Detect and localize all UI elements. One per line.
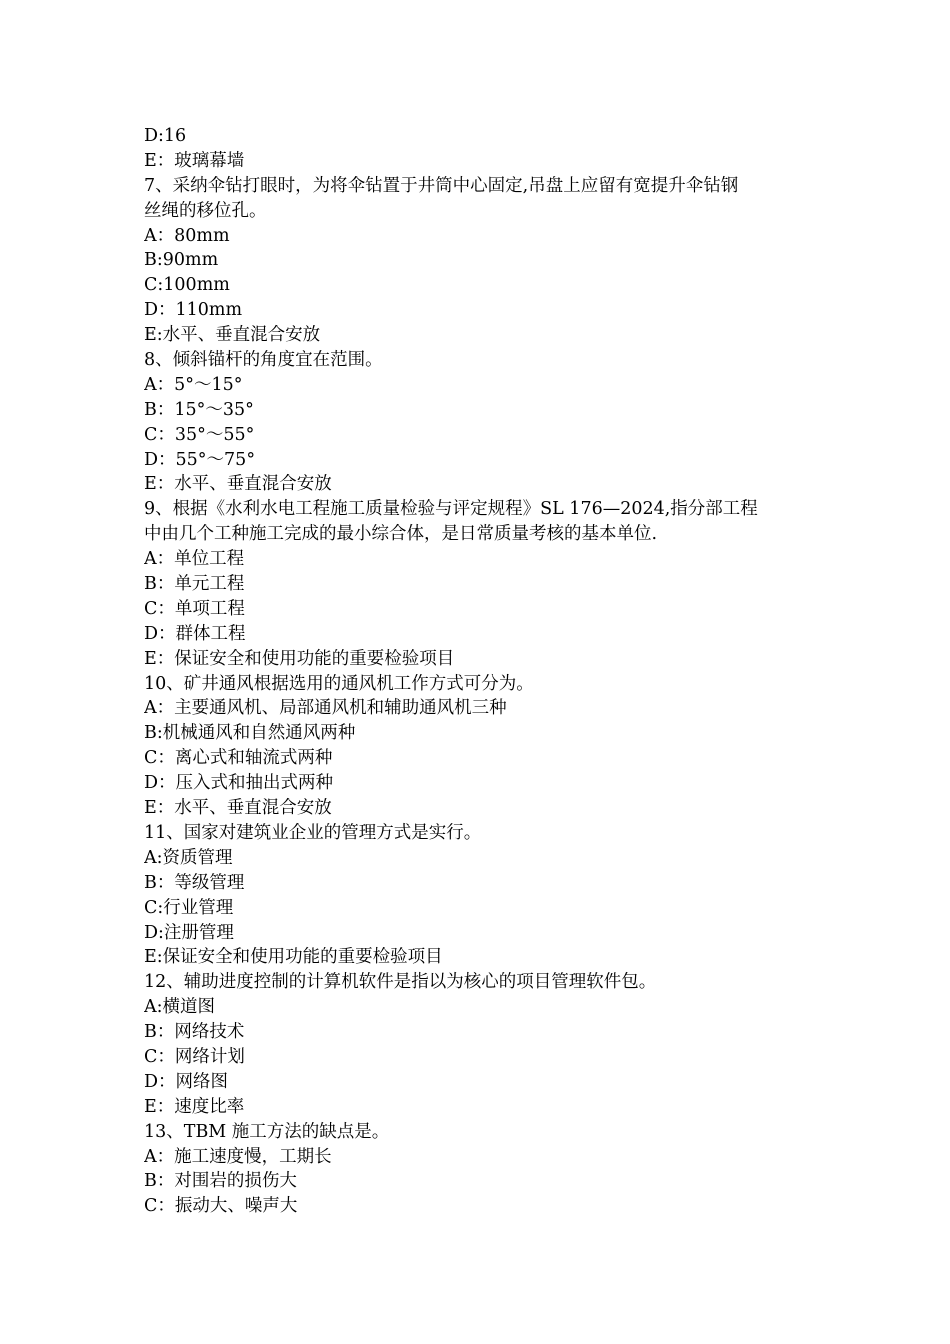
option-line: E：速度比率 (144, 1096, 245, 1117)
question-line: 8、倾斜锚杆的角度宜在范围。 (144, 350, 383, 371)
question-line: 10、矿井通风根据选用的通风机工作方式可分为。 (144, 673, 534, 694)
option-line: D：网络图 (144, 1071, 229, 1092)
option-line: C：离心式和轴流式两种 (144, 748, 333, 769)
option-line: E：玻璃幕墙 (144, 150, 245, 171)
option-line: D：压入式和抽出式两种 (144, 773, 334, 794)
question-line: 中由几个工种施工完成的最小综合体，是日常质量考核的基本单位. (144, 524, 658, 545)
option-line: D:注册管理 (144, 922, 234, 943)
option-line: C:100mm (144, 275, 230, 296)
option-line: C：振动大、噪声大 (144, 1196, 298, 1217)
question-line: 13、TBM 施工方法的缺点是。 (144, 1121, 390, 1142)
option-line: B：网络技术 (144, 1022, 245, 1043)
question-line: 丝绳的移位孔。 (144, 200, 267, 221)
option-line: C：单项工程 (144, 598, 245, 619)
option-line: B：等级管理 (144, 872, 245, 893)
question-line: 11、国家对建筑业企业的管理方式是实行。 (144, 822, 482, 843)
option-line: C:行业管理 (144, 897, 234, 918)
option-line: D:16 (144, 126, 187, 146)
option-line: E：水平、垂直混合安放 (144, 474, 332, 495)
option-line: B：15°～35° (144, 399, 254, 420)
option-line: A：5°～15° (144, 374, 243, 395)
option-line: E：保证安全和使用功能的重要检验项目 (144, 648, 455, 669)
option-line: A:资质管理 (144, 847, 233, 868)
option-line: A:横道图 (144, 997, 216, 1018)
option-line: A：单位工程 (144, 549, 245, 570)
question-line: 7、采纳伞钻打眼时，为将伞钻置于井筒中心固定,吊盘上应留有宽提升伞钻钢 (144, 175, 739, 196)
option-line: B：对围岩的损伤大 (144, 1171, 297, 1192)
question-line: 9、根据《水利水电工程施工质量检验与评定规程》SL 176—2024,指分部工程 (144, 499, 758, 520)
option-line: A：80mm (144, 225, 230, 246)
option-line: E:保证安全和使用功能的重要检验项目 (144, 947, 443, 968)
option-line: D：110mm (144, 300, 243, 321)
option-line: C：网络计划 (144, 1046, 245, 1067)
document-body (144, 124, 814, 1219)
option-line: C：35°～55° (144, 424, 255, 445)
question-line: 12、辅助进度控制的计算机软件是指以为核心的项目管理软件包。 (144, 972, 657, 993)
option-line: B:90mm (144, 250, 219, 271)
option-line: A：施工速度慢，工期长 (144, 1146, 332, 1167)
option-line: B：单元工程 (144, 574, 245, 595)
option-line: D：群体工程 (144, 623, 246, 644)
option-line: D：55°～75° (144, 449, 256, 470)
option-line: B:机械通风和自然通风两种 (144, 723, 356, 744)
option-line: E：水平、垂直混合安放 (144, 798, 332, 819)
option-line: E:水平、垂直混合安放 (144, 325, 321, 346)
option-line: A：主要通风机、局部通风机和辅助通风机三种 (144, 698, 507, 719)
